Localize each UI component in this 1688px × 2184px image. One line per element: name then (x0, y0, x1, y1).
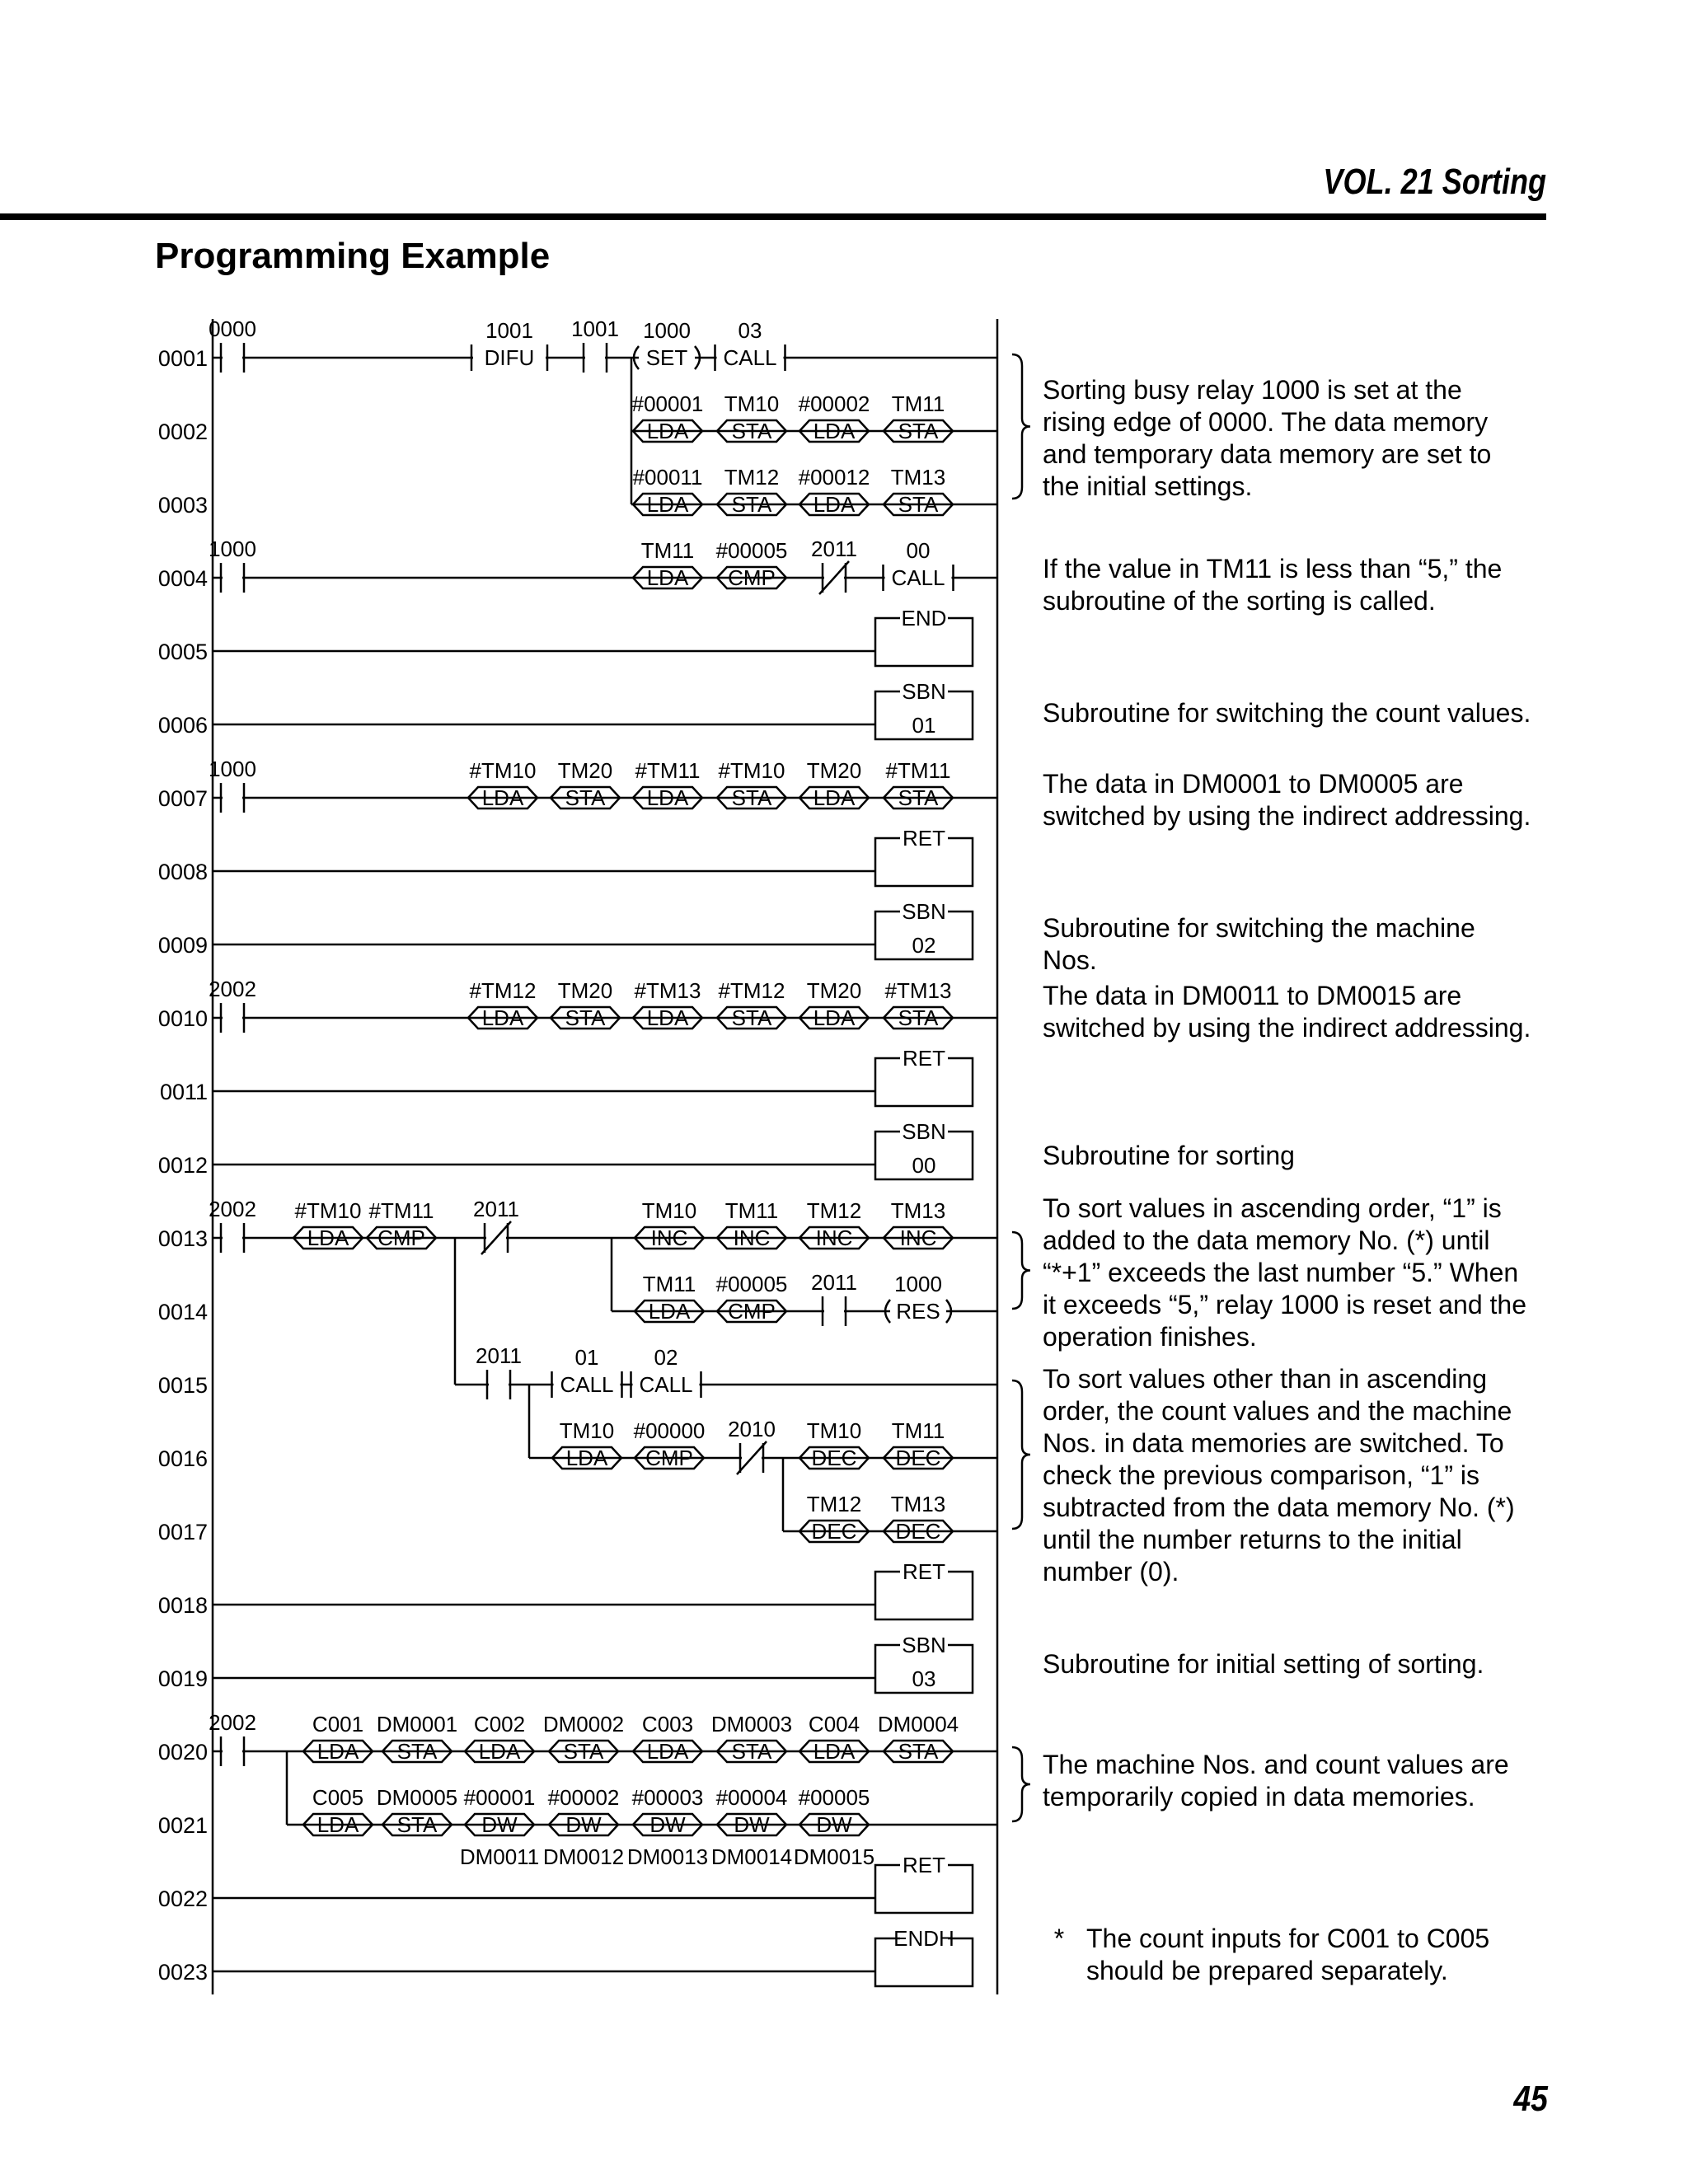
box-mnemonic: CALL (560, 1372, 614, 1397)
function-operand: 03 (912, 1666, 936, 1691)
page-number: 45 (1513, 2079, 1548, 2119)
function-operand: 01 (912, 713, 936, 738)
operand-sublabel: DM0011 (459, 1844, 540, 1869)
instruction-mnemonic: DEC (895, 1446, 941, 1470)
operand-label: DM0001 (376, 1712, 458, 1736)
comment-c11 (1012, 1747, 1509, 1821)
comment-c9 (1012, 1364, 1515, 1586)
function-mnemonic: ENDH (893, 1926, 954, 1951)
comment-line: rising edge of 0000. The data memory (1043, 407, 1489, 437)
instruction-mnemonic: STA (563, 1739, 604, 1764)
instruction-mnemonic: STA (731, 419, 772, 443)
contact-label: 2010 (728, 1417, 776, 1441)
box-mnemonic: CALL (891, 565, 945, 590)
operand-label: TM12 (724, 465, 780, 490)
instruction-mnemonic: STA (731, 1739, 772, 1764)
comment-brace (1012, 1747, 1030, 1821)
contact-gap (223, 575, 242, 580)
contact-label: 1001 (571, 316, 619, 341)
operand-label: #TM11 (368, 1198, 434, 1223)
rung-number: 0013 (157, 1226, 208, 1251)
rung-0017 (158, 1492, 997, 1544)
instruction-mnemonic: STA (898, 1739, 939, 1764)
rung-number: 0023 (157, 1960, 208, 1985)
instruction-mnemonic: INC (815, 1226, 853, 1250)
instruction-mnemonic: LDA (316, 1812, 359, 1837)
instruction-mnemonic: LDA (813, 1005, 856, 1030)
operand-label: #00002 (547, 1785, 620, 1810)
rung-0005 (158, 606, 973, 666)
comment-line: order, the count values and the machine (1043, 1396, 1512, 1426)
instruction-mnemonic: LDA (646, 565, 689, 590)
rung-0016 (158, 1417, 997, 1474)
function-mnemonic: RET (903, 1559, 945, 1584)
rung-number: 0014 (157, 1300, 208, 1324)
rung-0010 (158, 977, 997, 1033)
operand-label: #TM10 (294, 1198, 362, 1223)
comment-line: added to the data memory No. (*) until (1043, 1226, 1490, 1255)
instruction-mnemonic: STA (898, 785, 939, 810)
function-operand: 00 (912, 1153, 936, 1178)
comment-line: To sort values in ascending order, “1” is (1043, 1193, 1502, 1223)
instruction-mnemonic: DW (816, 1812, 852, 1837)
rung-number: 0001 (157, 346, 208, 371)
instruction-mnemonic: DW (565, 1812, 602, 1837)
comment-line: Subroutine for initial setting of sorting. (1043, 1649, 1484, 1679)
rung-0001 (158, 316, 997, 373)
rung-0021 (158, 1785, 997, 1869)
contact-label: 2002 (209, 1197, 256, 1221)
box-label: 03 (738, 318, 762, 343)
rung-number: 0008 (157, 860, 208, 884)
coil-label: 1000 (643, 318, 691, 343)
instruction-mnemonic: STA (731, 492, 772, 517)
operand-label: #00012 (798, 465, 870, 490)
instruction-mnemonic: INC (899, 1226, 937, 1250)
rung-0004 (158, 537, 997, 594)
contact-gap (489, 1382, 509, 1387)
coil-mnemonic: SET (645, 345, 688, 370)
comment-c10 (1043, 1649, 1484, 1679)
comment-line: should be prepared separately. (1086, 1956, 1448, 1985)
operand-label: #TM13 (634, 978, 701, 1003)
contact-label: 2011 (476, 1343, 522, 1368)
rung-0008 (158, 826, 973, 886)
comment-line: The count inputs for C001 to C005 (1086, 1924, 1490, 1953)
comment-c7 (1043, 1141, 1295, 1170)
instruction-mnemonic: LDA (813, 785, 856, 810)
comment-line: To sort values other than in ascending (1043, 1364, 1487, 1394)
rung-0011 (160, 1046, 973, 1106)
comment-line: Nos. (1043, 945, 1097, 975)
operand-label: TM11 (642, 1272, 696, 1296)
rung-number: 0006 (157, 713, 208, 738)
comment-line: temporarily copied in data memories. (1043, 1782, 1475, 1811)
rung-0014 (158, 1270, 997, 1326)
comment-c6 (1043, 981, 1531, 1043)
box-mnemonic: CALL (639, 1372, 693, 1397)
rung-0012 (158, 1119, 973, 1179)
contact-gap (223, 1235, 242, 1240)
instruction-mnemonic: CMP (728, 565, 776, 590)
instruction-mnemonic: DEC (895, 1519, 941, 1544)
box-label: 1001 (485, 318, 533, 343)
operand-label: DM0003 (710, 1712, 793, 1736)
box-mnemonic: DIFU (484, 345, 535, 370)
operand-label: TM10 (641, 1198, 697, 1223)
function-mnemonic: SBN (902, 679, 946, 704)
contact-label: 1000 (209, 537, 256, 561)
contact-label: 2002 (209, 977, 256, 1001)
comment-brace (1012, 1232, 1030, 1309)
rung-number: 0022 (157, 1886, 208, 1911)
instruction-mnemonic: STA (565, 1005, 606, 1030)
operand-label: C005 (312, 1785, 364, 1810)
instruction-mnemonic: LDA (646, 492, 689, 517)
operand-label: TM20 (806, 978, 862, 1003)
function-mnemonic: SBN (902, 1119, 946, 1144)
rung-number: 0016 (157, 1446, 208, 1471)
comment-c4 (1043, 769, 1531, 831)
box-label: 00 (906, 538, 931, 563)
operand-label: DM0002 (542, 1712, 625, 1736)
contact-label: 1000 (209, 757, 256, 781)
contact-gap (223, 795, 242, 800)
instruction-mnemonic: LDA (478, 1739, 521, 1764)
function-mnemonic: RET (903, 1853, 945, 1877)
operand-label: #TM11 (635, 758, 701, 783)
operand-label: #00001 (463, 1785, 536, 1810)
rung-0007 (158, 757, 997, 813)
instruction-mnemonic: STA (898, 419, 939, 443)
rung-0013 (158, 1197, 997, 1254)
operand-label: TM11 (724, 1198, 779, 1223)
rung-number: 0018 (157, 1593, 208, 1618)
contact-label: 0000 (209, 316, 256, 341)
instruction-mnemonic: LDA (646, 419, 689, 443)
instruction-mnemonic: STA (731, 785, 772, 810)
rung-number: 0002 (157, 419, 208, 444)
operand-label: C003 (641, 1712, 694, 1736)
instruction-mnemonic: LDA (813, 1739, 856, 1764)
operand-label: #00005 (715, 1272, 788, 1296)
footnote-marker: * (1053, 1924, 1065, 1953)
function-operand: 02 (912, 933, 936, 958)
rung-number: 0004 (157, 566, 208, 591)
comment-line: Subroutine for sorting (1043, 1141, 1295, 1170)
contact-gap (223, 1749, 242, 1754)
operand-label: #00004 (715, 1785, 788, 1810)
rung-number: 0020 (157, 1740, 208, 1765)
operand-label: TM11 (640, 538, 695, 563)
contact-label: 2002 (209, 1710, 256, 1735)
rung-0003 (158, 465, 997, 518)
instruction-mnemonic: LDA (565, 1446, 608, 1470)
operand-label: TM20 (806, 758, 862, 783)
rung-0015 (158, 1343, 997, 1399)
instruction-mnemonic: STA (731, 1005, 772, 1030)
rung-number: 0015 (157, 1373, 208, 1398)
comment-line: Sorting busy relay 1000 is set at the (1043, 375, 1462, 405)
operand-label: #TM10 (469, 758, 537, 783)
rung-number: 0003 (157, 493, 208, 518)
operand-label: #00001 (631, 391, 704, 416)
box-mnemonic: CALL (723, 345, 777, 370)
rung-number: 0021 (157, 1813, 208, 1838)
operand-sublabel: DM0012 (542, 1844, 625, 1869)
instruction-mnemonic: DW (649, 1812, 686, 1837)
operand-label: #00011 (632, 465, 703, 490)
section-title: Programming Example (155, 236, 551, 276)
function-mnemonic: END (901, 606, 947, 630)
instruction-mnemonic: DW (734, 1812, 770, 1837)
operand-label: #TM12 (718, 978, 785, 1003)
instruction-mnemonic: LDA (646, 785, 689, 810)
instruction-mnemonic: LDA (646, 1739, 689, 1764)
contact-gap (824, 1309, 844, 1314)
instruction-mnemonic: STA (565, 785, 606, 810)
box-label: 02 (654, 1345, 678, 1370)
comment-c1 (1012, 354, 1491, 501)
comment-c8 (1012, 1193, 1526, 1352)
header-title: VOL. 21 Sorting (1323, 162, 1546, 202)
rung-0018 (158, 1559, 973, 1619)
operand-label: TM12 (806, 1492, 862, 1516)
rung-number: 0010 (157, 1006, 208, 1031)
operand-label: C002 (473, 1712, 526, 1736)
rung-0006 (158, 679, 973, 739)
function-mnemonic: RET (903, 1046, 945, 1071)
function-mnemonic: SBN (902, 1633, 946, 1657)
comment-line: The data in DM0001 to DM0005 are (1043, 769, 1464, 799)
instruction-mnemonic: LDA (316, 1739, 359, 1764)
rung-0009 (158, 899, 973, 959)
instruction-mnemonic: STA (396, 1739, 438, 1764)
comment-line: Subroutine for switching the machine (1043, 913, 1475, 943)
function-mnemonic: RET (903, 826, 945, 851)
operand-label: TM10 (559, 1418, 615, 1443)
instruction-mnemonic: LDA (648, 1299, 691, 1324)
instruction-mnemonic: LDA (813, 492, 856, 517)
operand-label: TM11 (891, 391, 945, 416)
rung-number: 0007 (157, 786, 208, 811)
operand-label: TM13 (890, 1198, 946, 1223)
rung-number: 0017 (157, 1520, 208, 1544)
comment-c2 (1043, 554, 1502, 616)
comment-line: the initial settings. (1043, 471, 1253, 501)
instruction-mnemonic: INC (650, 1226, 688, 1250)
operand-label: DM0005 (376, 1785, 458, 1810)
operand-label: #00000 (633, 1418, 706, 1443)
rung-number: 0009 (157, 933, 208, 958)
comment-line: and temporary data memory are set to (1043, 439, 1492, 469)
operand-label: #00002 (798, 391, 870, 416)
instruction-mnemonic: CMP (645, 1446, 693, 1470)
comment-line: subtracted from the data memory No. (*) (1043, 1493, 1515, 1522)
rung-number: 0019 (157, 1666, 208, 1691)
operand-label: TM20 (557, 758, 613, 783)
operand-sublabel: DM0014 (710, 1844, 793, 1869)
operand-label: #00003 (631, 1785, 704, 1810)
rung-0023 (158, 1926, 973, 1986)
rung-0020 (158, 1710, 997, 1766)
comment-c3 (1043, 698, 1531, 728)
operand-label: #TM10 (718, 758, 785, 783)
rung-0002 (158, 391, 997, 444)
comment-line: it exceeds “5,” relay 1000 is reset and the (1043, 1290, 1526, 1319)
instruction-mnemonic: CMP (728, 1299, 776, 1324)
comment-line: If the value in TM11 is less than “5,” the (1043, 554, 1503, 583)
contact-gap (223, 355, 242, 360)
operand-label: TM10 (806, 1418, 862, 1443)
box-label: 01 (574, 1345, 599, 1370)
operand-label: #TM12 (469, 978, 537, 1003)
comment-c12 (1054, 1924, 1489, 1985)
rung-number: 0005 (157, 640, 208, 664)
instruction-mnemonic: INC (733, 1226, 771, 1250)
operand-label: TM20 (557, 978, 613, 1003)
instruction-mnemonic: STA (898, 1005, 939, 1030)
operand-label: TM13 (890, 1492, 946, 1516)
operand-label: #TM11 (885, 758, 951, 783)
operand-label: TM10 (724, 391, 780, 416)
instruction-mnemonic: STA (898, 492, 939, 517)
rung-number: 0011 (159, 1080, 208, 1104)
contact-gap (223, 1015, 242, 1020)
operand-label: DM0004 (877, 1712, 959, 1736)
comment-line: until the number returns to the initial (1043, 1525, 1462, 1554)
coil-label: 1000 (894, 1272, 942, 1296)
rung-0019 (158, 1633, 973, 1693)
instruction-mnemonic: LDA (813, 419, 856, 443)
instruction-mnemonic: LDA (481, 785, 524, 810)
comment-line: Subroutine for switching the count values. (1043, 698, 1531, 728)
comment-line: The machine Nos. and count values are (1043, 1750, 1509, 1779)
instruction-mnemonic: DW (481, 1812, 518, 1837)
comment-line: The data in DM0011 to DM0015 are (1043, 981, 1462, 1010)
coil-mnemonic: RES (896, 1299, 940, 1324)
comment-line: “*+1” exceeds the last number “5.” When (1043, 1258, 1519, 1287)
comment-line: switched by using the indirect addressing. (1043, 1013, 1531, 1043)
instruction-mnemonic: STA (396, 1812, 438, 1837)
operand-label: TM11 (891, 1418, 945, 1443)
operand-label: C004 (808, 1712, 860, 1736)
function-mnemonic: SBN (902, 899, 946, 924)
operand-sublabel: DM0013 (626, 1844, 709, 1869)
instruction-mnemonic: LDA (481, 1005, 524, 1030)
operand-sublabel: DM0015 (793, 1844, 875, 1869)
operand-label: #TM13 (884, 978, 952, 1003)
contact-gap (585, 355, 605, 360)
comment-line: subroutine of the sorting is called. (1043, 586, 1436, 616)
instruction-mnemonic: LDA (646, 1005, 689, 1030)
operand-label: TM12 (806, 1198, 862, 1223)
comment-line: check the previous comparison, “1” is (1043, 1460, 1479, 1490)
instruction-mnemonic: DEC (811, 1519, 857, 1544)
contact-label: 2011 (811, 537, 857, 561)
operand-label: #00005 (798, 1785, 870, 1810)
operand-label: C001 (312, 1712, 364, 1736)
rung-number: 0012 (157, 1153, 208, 1178)
comment-line: operation finishes. (1043, 1322, 1257, 1352)
comment-brace (1012, 354, 1030, 499)
contact-label: 2011 (473, 1197, 519, 1221)
instruction-mnemonic: CMP (377, 1226, 425, 1250)
comment-c5 (1043, 913, 1475, 975)
comment-line: number (0). (1043, 1557, 1179, 1586)
comment-line: Nos. in data memories are switched. To (1043, 1428, 1504, 1458)
comment-line: switched by using the indirect addressing. (1043, 801, 1531, 831)
operand-label: TM13 (890, 465, 946, 490)
comment-brace (1012, 1380, 1030, 1529)
instruction-mnemonic: DEC (811, 1446, 857, 1470)
operand-label: #00005 (715, 538, 788, 563)
instruction-mnemonic: LDA (307, 1226, 349, 1250)
contact-label: 2011 (811, 1270, 857, 1295)
